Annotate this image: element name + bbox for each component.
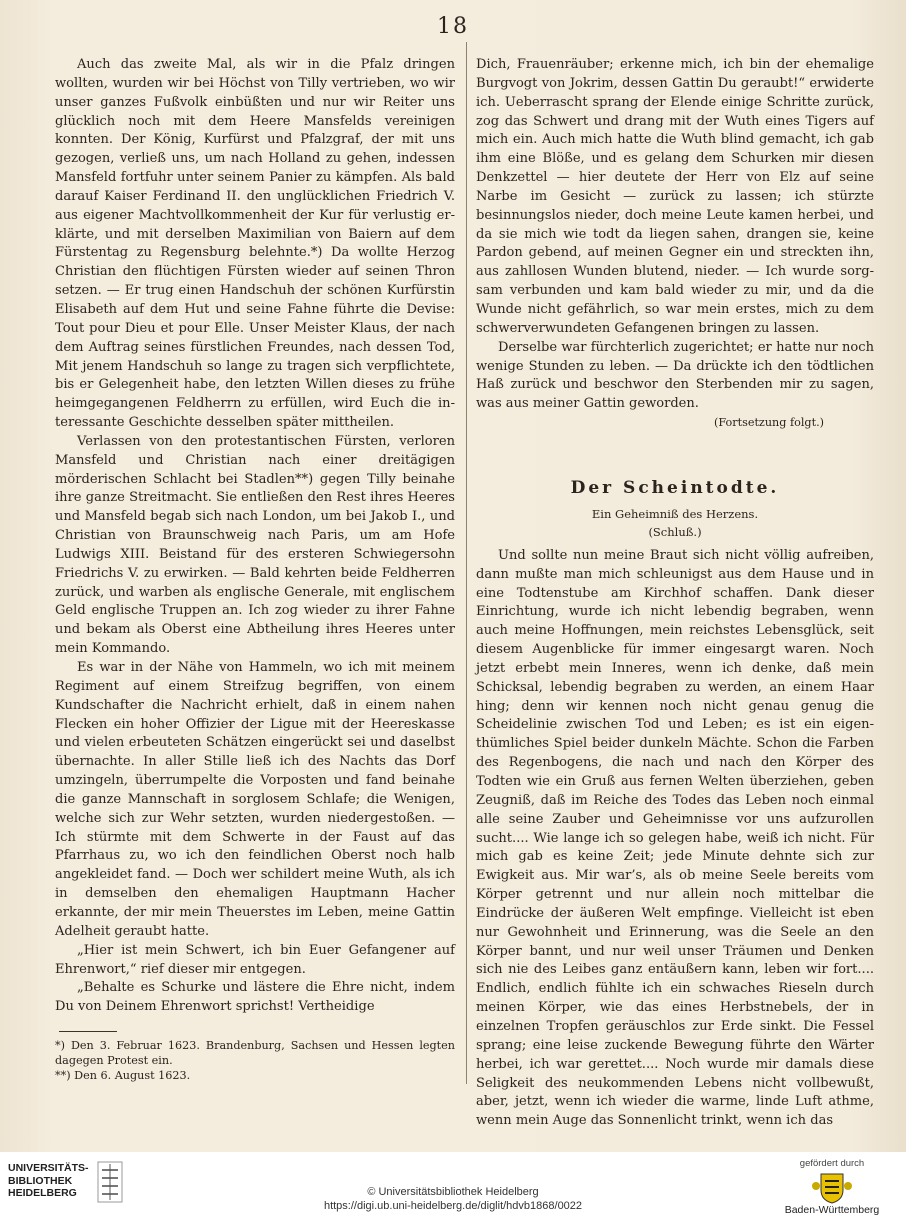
funding-label: gefördert durch [799,1158,865,1169]
library-logo-line: HEIDELBERG [8,1187,77,1199]
funder-name: Baden-Württemberg [784,1204,880,1216]
footnote-1: *) Den 3. Februar 1623. Brandenburg, Sachsen und Hessen legten dagegen Protest ein. [55,1039,455,1068]
footnote-rule [59,1031,117,1032]
copyright-notice: © Universitätsbibliothek Heidelberg [367,1186,539,1198]
permalink[interactable]: https://digi.ub.uni-heidelberg.de/diglit/hdvb1868/0022 [323,1200,583,1212]
left-paragraph-3: Es war in der Nähe von Hammeln, wo ich mit meinem Regiment auf einem Streifzug begriffen, von einem Kundschafter die Nachricht erhielt, daß in einem nahen Flecken ein hoher Offizier der Ligue mit der Heereskasse und vielen erbeuteten Schätzen eingerückt sei und daselbst übernachte. In aller Stille ließ ich des Nachts das Dorf umzingeln, überrumpelte die Vorposten und fand beinahe die ganze Mannschaft in sorglosem Schlafe; die Wenigen, welche sich zur Wehr setzten, wurden niedergestoßen. — Ich stürmte mit dem Schwerte in der Faust auf das Pfarrhaus zu, wo ich den feindlichen Oberst noch halb angekleidet fand. — Doch wer schildert meine Wuth, als ich in demselben den ehemaligen Hauptmann Hacher erkannte, der mir mein Theuerstes im Leben, meine Gattin Adelheit geraubt hatte. [55,660,455,939]
right-paragraph-3: Und sollte nun meine Braut sich nicht völlig aufreiben, dann mußte man mich schleunigst aus dem Hause und in eine Todtenstube am Kirchhof schaffen. Dank dieser Einrichtung, wurde ich nicht lebendig begraben, wenn auch meine Hoffnungen, mein reichstes Lebensglück, seit diesem Augenblicke für immer eingesargt waren. Noch jetzt erbebt mein Inneres, wenn ich denke, daß mein Schicksal, lebendig begraben zu werden, an einem Haar hing; denn wir kennen noch nicht genau genug die Scheidelinie zwischen Tod und Leben; es ist ein eigenthümliches Spiel beider dunkeln Mächte. Schon die Farben des Regenbogens, die nach und nach den Körper des Todten wie ein Gruß aus fernen Welten überziehen, geben Zeugniß, daß im Reiche des Todes das Leben noch einmal alle seine Zauber und Geheimnisse vor uns aufzurollen sucht.... Wie lange ich so gelegen habe, weiß ich nicht. Für mich gab es keine Zeit; jede Minute dehnte sich zur Ewigkeit aus. Mir war’s, als ob meine Seele bereits vom Körper getrennt und nur allein noch mittelbar die Eindrücke der äußeren Welt empfinge. Vielleicht ist eben nur Gewohnheit und Erinnerung, was die Seele an den Körper bannt, und nur weil unser Träumen und Denken sich nie des Leibes ganz entäußern kann, leben wir fort.... Endlich, endlich fühlte ich ein schwaches Rieseln durch meinen Körper, wie das eines Herbstnebels, der in einzelnen Tropfen geräuschlos zur Erde sinkt. Die Fessel sprang; eine leise zuckende Bewegung führte den Wärter herbei, ich war gerettet.... Noch wurde mir damals diese Seligkeit des neukommenden Lebens nicht vollbewußt, aber, jetzt, wenn ich wieder die warme, linde Luft athme, wenn mein Auge das Sonnenlicht trinkt, wenn ich das [476,547,874,1129]
footnote-2: **) Den 6. August 1623. [55,1069,191,1083]
state-coat-of-arms-icon [809,1172,855,1204]
continued-note: (Fortsetzung folgt.) [713,416,824,430]
left-paragraph-2: Verlassen von den protestantischen Fürsten, verloren Mansfeld und Christian nach einer dreitägigen mörderischen Schlacht bei Stadlen**) gegen Tilly beinahe ihre ganze Streitmacht. Sie entließen den Rest ihres Heeres und Mansfeld begab sich nach London, um bei Jakob I., und Christian von Braunschweig nach Paris, um am Hofe Ludwigs XIII. Beistand für des ersteren Schwiegersohn Friedrichs V. zu erwirken. — Bald kehrten beide Feldherren zurück, und warben als englische Generale, mit englischem Geld englische Truppen an. Ich zog wieder zu ihrer Fahne und bekam als Oberst eine Abtheilung ihres Heeres unter mein Kommando. [55,433,455,657]
left-column [55,56,455,1083]
library-logo-line: BIBLIOTHEK [8,1174,73,1187]
viewer-footer [0,1152,906,1223]
right-column [476,56,874,1131]
story-subtitle: Ein Geheimniß des Herzens. [591,506,759,521]
page-number: 18 [437,14,469,39]
story-title: Der Scheintodte. [570,477,780,498]
left-paragraph-5: „Behalte es Schurke und lästere die Ehre nicht, indem Du von Deinem Ehrenwort sprichst! Vertheidige [55,980,455,1015]
right-paragraph-1: Dich, Frauenräuber; erkenne mich, ich bin der ehemalige Burgvogt von Jokrim, dessen Gattin Du geraubt!“ erwiderte ich. Ueberrascht sprang der Elende einige Schritte zurück, zog das Schwert und drang mit der Wuth eines Tigers auf mich ein. Auch mich hatte die Wuth blind gemacht, ich gab ihm eine Blöße, und es gelang dem Schurken mir diesen Denkzettel — hier deutete der Herr von Elz auf seine Narbe im Gesicht — zurück zu lassen; ich stürzte besinnungslos nieder, doch meine Leute kamen herbei, und da sie mich wie todt da liegen sahen, drangen sie, keine Pardon gebend, auf meinen Gegner ein und streckten ihn, aus zahllosen Wunden blutend, nieder. — Ich wurde sorgsam verbunden und kam bald wieder zu mir, und da die Wunde nicht gefährlich, so war mein erstes, mich zu dem schwerverwundeten Gefangenen bringen zu lassen. [476,57,874,336]
story-part: (Schluß.) [648,524,702,539]
left-paragraph-1: Auch das zweite Mal, als wir in die Pfalz dringen wollten, wurden wir bei Höchst von Tilly vertrieben, wo wir unser ganzes Fußvolk einbüßten und nur wir Reiter uns glücklich noch mit dem Heere Mansfelds vereinigen konnten. Der König, Kurfürst und Pfalzgraf, der mit uns gezogen, verließ uns, um nach Holland zu gehen, indessen Mansfeld fortfuhr unter seinem Panier zu kämpfen. Als bald darauf Kaiser Ferdinand II. den unglücklichen Friedrich V. aus eigener Machtvollkommenheit der Kur für verlustig erklärte, und mit derselben Maximilian von Baiern auf dem Fürstentag zu Regensburg belehnte.*) Da wollte Herzog Christian den flüchtigen Fürsten wieder auf seinen Thron setzen. — Er trug einen Handschuh der schönen Kurfürstin Elisabeth auf dem Hut und seine Fahne führte die Devise: Tout pour Dieu et pour Elle. Unser Meister Klaus, der nach dem Auftrag seines fürstlichen Freundes, nach dessen Tod, Mit jenem Handschuh so lange zu tragen sich verpflichtete, bis er Gelegenheit habe, den letzten Willen dieses zu frühe heimgegangenen Feldherrn zu erfüllen, wird Euch die interessante Geschichte desselben später mittheilen. [55,57,455,431]
right-paragraph-2: Derselbe war fürchterlich zugerichtet; er hatte nur noch wenige Stunden zu leben. — Da drückte ich den tödtlichen Haß zurück und beschwor den Sterbenden mir zu sagen, was aus meiner Gattin geworden. [476,339,874,412]
library-logo-line: UNIVERSITÄTS- [8,1162,89,1174]
left-paragraph-4: „Hier ist mein Schwert, ich bin Euer Gefangener auf Ehrenwort,“ rief dieser mir entgegen. [55,942,455,977]
column-divider [466,42,467,1084]
